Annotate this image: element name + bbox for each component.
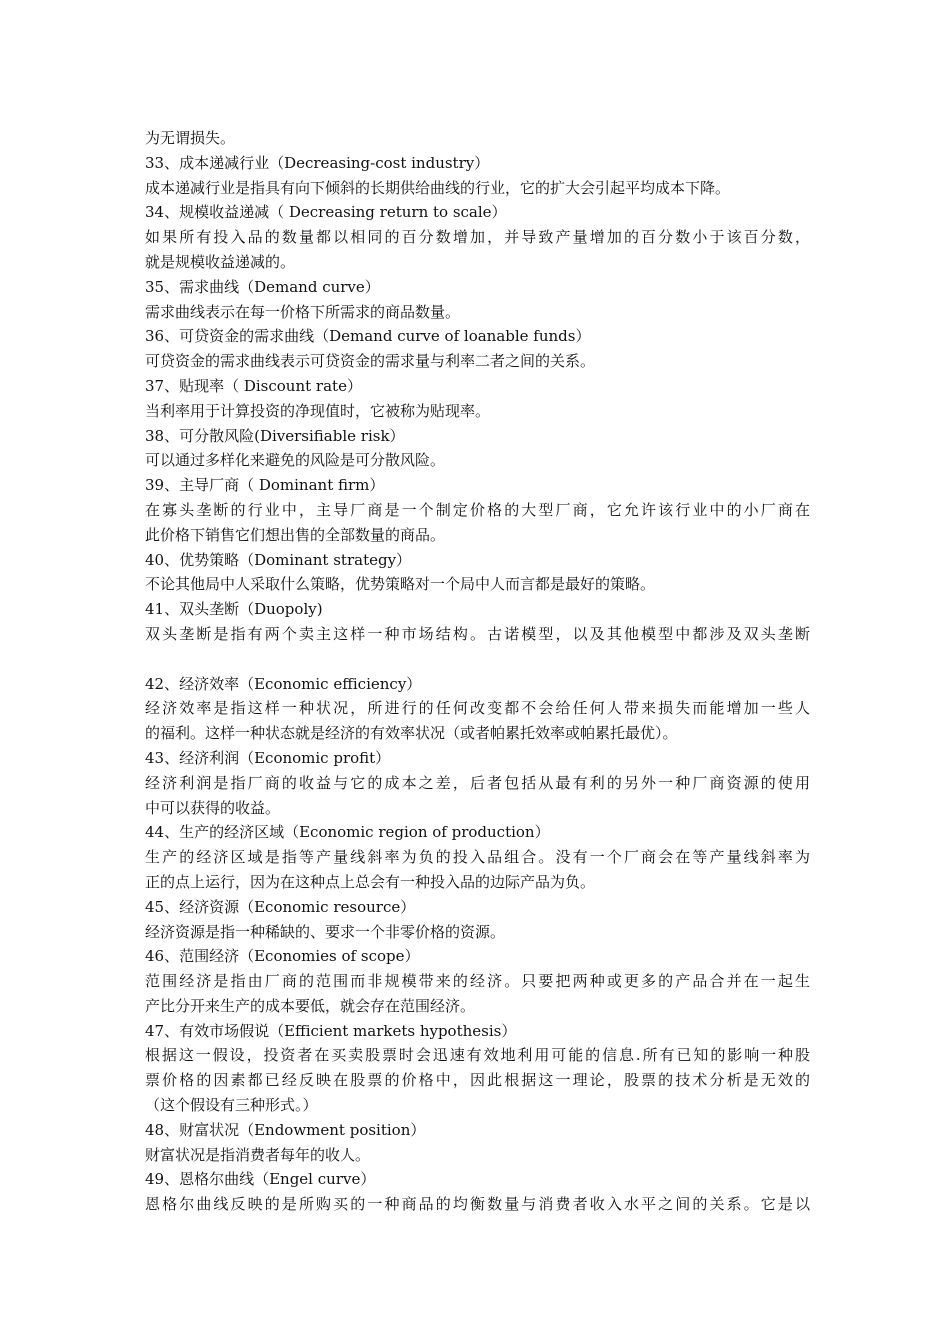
paragraph-line: 成本递减行业是指具有向下倾斜的长期供给曲线的行业，它的扩大会引起平均成本下降。: [145, 178, 731, 197]
paragraph-line: 此价格下销售它们想出售的全部数量的商品。: [145, 525, 446, 544]
paragraph-line: 不论其他局中人采取什么策略，优势策略对一个局中人而言都是最好的策略。: [145, 575, 656, 594]
paragraph-line: 中可以获得的收益。: [145, 798, 281, 817]
paragraph-line: 经济利润是指厂商的收益与它的成本之差，后者包括从最有利的另外一种厂商资源的使用: [145, 773, 810, 792]
paragraph-line: 经济资源是指一种稀缺的、要求一个非零价格的资源。: [145, 922, 506, 941]
paragraph-line: 恩格尔曲线反映的是所购买的一种商品的均衡数量与消费者收入水平之间的关系。它是以: [145, 1195, 810, 1214]
term-heading: 48、财富状况（Endowment position）: [145, 1120, 426, 1139]
term-heading: 34、规模收益递减（ Decreasing return to scale）: [145, 203, 507, 222]
term-heading: 35、需求曲线（Demand curve）: [145, 277, 380, 296]
paragraph-line: 的福利。这样一种状态就是经济的有效率状况（或者帕累托效率或帕累托最优）。: [145, 724, 678, 743]
paragraph-line: 产比分开来生产的成本要低，就会存在范围经济。: [145, 996, 476, 1015]
term-heading: 42、经济效率（Economic efficiency）: [145, 674, 422, 693]
paragraph-line: 当利率用于计算投资的净现值时，它被称为贴现率。: [145, 401, 491, 420]
term-heading: 49、恩格尔曲线（Engel curve）: [145, 1170, 376, 1189]
term-heading: 44、生产的经济区域（Economic region of production）: [145, 823, 550, 842]
term-heading: 39、主导厂商（ Dominant firm）: [145, 476, 385, 495]
term-heading: 36、可贷资金的需求曲线（Demand curve of loanable funds）: [145, 327, 591, 346]
term-heading: 41、双头垄断（Duopoly): [145, 600, 323, 619]
term-heading: 37、贴现率（ Discount rate）: [145, 376, 362, 395]
paragraph-line: （这个假设有三种形式。）: [145, 1096, 318, 1115]
term-heading: 40、优势策略（Dominant strategy）: [145, 550, 412, 569]
paragraph-line: 就是规模收益递减的。: [145, 252, 296, 271]
paragraph-line: 需求曲线表示在每一价格下所需求的商品数量。: [145, 302, 461, 321]
term-heading: 43、经济利润（Economic profit）: [145, 748, 391, 767]
paragraph-line: 经济效率是指这样一种状况，所进行的任何改变都不会给任何人带来损失而能增加一些人: [145, 699, 810, 718]
paragraph-line: 票价格的因素都已经反映在股票的价格中，因此根据这一理论，股票的技术分析是无效的: [145, 1071, 810, 1090]
paragraph-line: 可贷资金的需求曲线表示可贷资金的需求量与利率二者之间的关系。: [145, 352, 596, 371]
paragraph-line: 正的点上运行，因为在这种点上总会有一种投入品的边际产品为负。: [145, 872, 596, 891]
paragraph-line: 在寡头垄断的行业中，主导厂商是一个制定价格的大型厂商，它允许该行业中的小厂商在: [145, 500, 810, 519]
paragraph-line: 财富状况是指消费者每年的收人。: [145, 1145, 371, 1164]
document-page: [145, 126, 810, 1217]
paragraph-line: 为无谓损失。: [145, 129, 236, 147]
blank-line: [145, 647, 810, 672]
term-heading: 47、有效市场假说（Efficient markets hypothesis）: [145, 1021, 517, 1040]
term-heading: 38、可分散风险(Diversifiable risk）: [145, 426, 405, 445]
paragraph-line: 生产的经济区域是指等产量线斜率为负的投入品组合。没有一个厂商会在等产量线斜率为: [145, 848, 810, 867]
paragraph-line: 根据这一假设，投资者在买卖股票时会迅速有效地利用可能的信息.所有已知的影响一种股: [145, 1046, 810, 1065]
term-heading: 46、范围经济（Economies of scope）: [145, 947, 420, 966]
paragraph-line: 双头垄断是指有两个卖主这样一种市场结构。古诺模型，以及其他模型中都涉及双头垄断: [145, 624, 810, 643]
paragraph-line: 范围经济是指由厂商的范围而非规模带来的经济。只要把两种或更多的产品合并在一起生: [145, 972, 810, 991]
term-heading: 33、成本递减行业（Decreasing-cost industry）: [145, 153, 490, 172]
term-heading: 45、经济资源（Economic resource）: [145, 897, 416, 916]
paragraph-line: 如果所有投入品的数量都以相同的百分数增加，并导致产量增加的百分数小于该百分数，: [145, 228, 810, 247]
paragraph-line: 可以通过多样化来避免的风险是可分散风险。: [145, 451, 446, 470]
